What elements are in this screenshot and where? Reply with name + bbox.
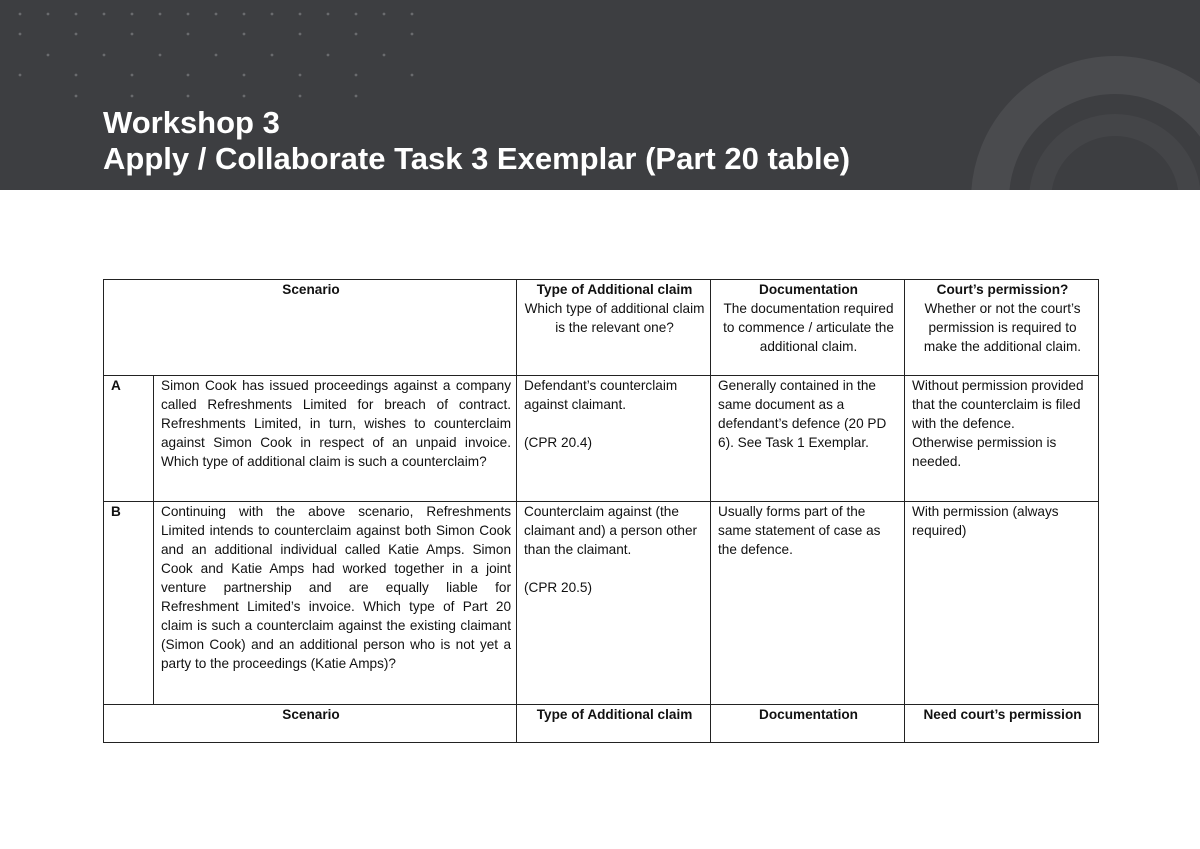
header-type-subtitle: Which type of additional claim is the relevant one? [524,301,705,335]
footer-permission-label: Need court’s permission [923,707,1082,722]
permission-extra: Otherwise permission is needed. [912,435,1057,469]
scenario-text: Continuing with the above scenario, Refreshments Limited intends to counterclaim against both Simon Cook and an additional individual called Katie Amps. Simon Cook and Katie Amps had worked together in a joint venture partnership and are equally liable for Refreshment Limited’s invoice. Which type of Part 20 claim is such a counterclaim against the existing claimant (Simon Cook) and an additional person who is not yet a party to the proceedings (Katie Amps)? [154,502,517,705]
documentation-cell [711,502,905,705]
type-cell [517,502,711,705]
header-type [517,280,711,376]
part20-table [103,279,1099,743]
type-reference: (CPR 20.4) [524,435,593,450]
header-permission-title: Court’s permission? [936,282,1069,297]
permission-cell [905,502,1099,705]
footer-permission [905,705,1099,743]
documentation-cell [711,376,905,502]
documentation-text: Generally contained in the same document as a defendant’s defence (20 PD 6). See Task 1 Exemplar. [718,378,887,450]
header-row [104,280,1099,376]
footer-scenario-label: Scenario [282,707,340,722]
page-title [103,105,850,177]
row-letter: B [104,502,154,705]
header-documentation-subtitle: The documentation required to commence / articulate the additional claim. [723,301,894,354]
type-cell [517,376,711,502]
header-documentation [711,280,905,376]
permission-text: With permission (always required) [912,504,1059,538]
type-text: Counterclaim against (the claimant and) a person other than the claimant. [524,504,698,557]
footer-documentation-label: Documentation [759,707,858,722]
permission-text: Without permission provided that the counterclaim is filed with the defence. [912,378,1084,431]
header-scenario [104,280,517,376]
header-banner [0,0,1200,190]
footer-documentation [711,705,905,743]
documentation-text: Usually forms part of the same statement of case as the defence. [718,504,881,557]
table-row [104,376,1099,502]
footer-type-label: Type of Additional claim [536,707,693,722]
header-scenario-title: Scenario [282,282,340,297]
footer-scenario [104,705,517,743]
type-reference: (CPR 20.5) [524,580,593,595]
scenario-text: Simon Cook has issued proceedings against a company called Refreshments Limited for breach of contract. Refreshments Limited, in turn, wishes to counterclaim against Simon Cook in respect of an unpaid invoice. Which type of additional claim is such a counterclaim? [154,376,517,502]
footer-type [517,705,711,743]
title-line-1: Workshop 3 [103,105,280,140]
table-row [104,502,1099,705]
header-type-title: Type of Additional claim [536,282,693,297]
permission-cell [905,376,1099,502]
header-permission [905,280,1099,376]
footer-row [104,705,1099,743]
header-documentation-title: Documentation [759,282,858,297]
type-text: Defendant’s counterclaim against claimant. [524,378,678,412]
header-permission-subtitle: Whether or not the court’s permission is required to make the additional claim. [923,301,1082,354]
row-letter: A [104,376,154,502]
title-line-2: Apply / Collaborate Task 3 Exemplar (Part 20 table) [103,141,851,176]
